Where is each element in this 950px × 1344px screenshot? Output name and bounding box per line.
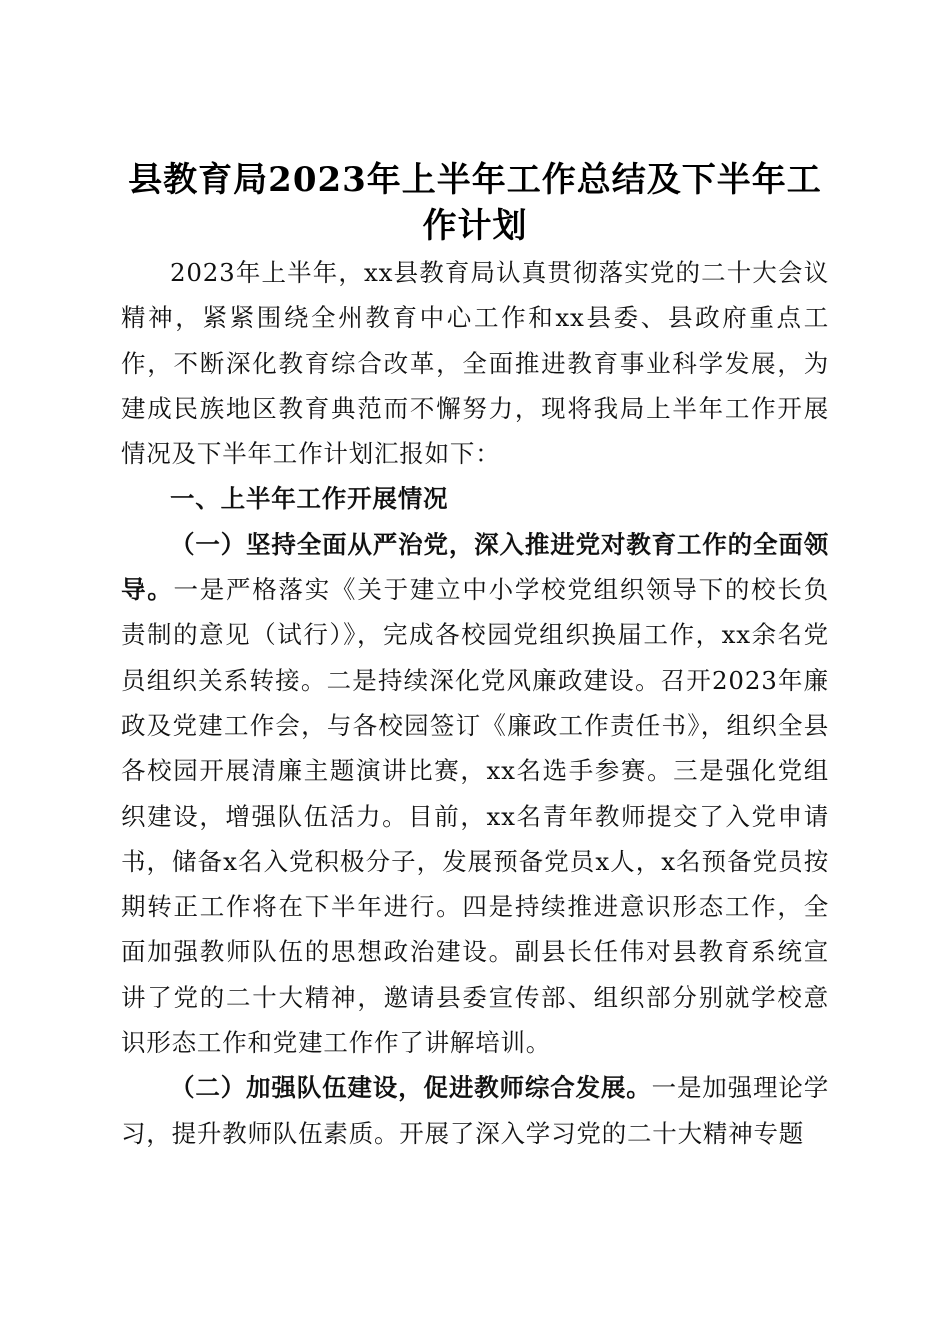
- section-heading: 一、上半年工作开展情况: [170, 484, 449, 514]
- item-lead-2: （二）加强队伍建设，促进教师综合发展。: [170, 1073, 652, 1103]
- item-lead-1: （一）坚持全面从严治党，深入推进党对教育工作的全面领导。: [121, 529, 829, 605]
- document-title: 县教育局2023年上半年工作总结及下半年工作计划: [128, 159, 822, 246]
- item-paragraph-1: [121, 522, 829, 1066]
- item-body-2: 一是加强理论学习，提升教师队伍素质。开展了深入学习党的二十大精神专题: [121, 1073, 829, 1148]
- document-body: [121, 250, 829, 1156]
- intro-paragraph: 2023年上半年，xx县教育局认真贯彻落实党的二十大会议精神，紧紧围绕全州教育中心工作和xx县委、县政府重点工作，不断深化教育综合改革，全面推进教育事业科学发展，为建成民族地区教育典范而不懈努力，现将我局上半年工作开展情况及下半年工作计划汇报如下：: [121, 258, 829, 469]
- item-paragraph-2: [121, 1065, 829, 1156]
- item-body-1: 一是严格落实《关于建立中小学校党组织领导下的校长负责制的意见（试行）》，完成各校园党组织换届工作，xx余名党员组织关系转接。二是持续深化党风廉政建设。召开2023年廉政及党建工作会，与各校园签订《廉政工作责任书》，组织全县各校园开展清廉主题演讲比赛，xx名选手参赛。三是强化党组织建设，增强队伍活力。目前，xx名青年教师提交了入党申请书，储备x名入党积极分子，发展预备党员x人，x名预备党员按期转正工作将在下半年进行。四是持续推进意识形态工作，全面加强教师队伍的思想政治建设。副县长任伟对县教育系统宣讲了党的二十大精神，邀请县委宣传部、组织部分别就学校意识形态工作和党建工作作了讲解培训。: [121, 575, 829, 1058]
